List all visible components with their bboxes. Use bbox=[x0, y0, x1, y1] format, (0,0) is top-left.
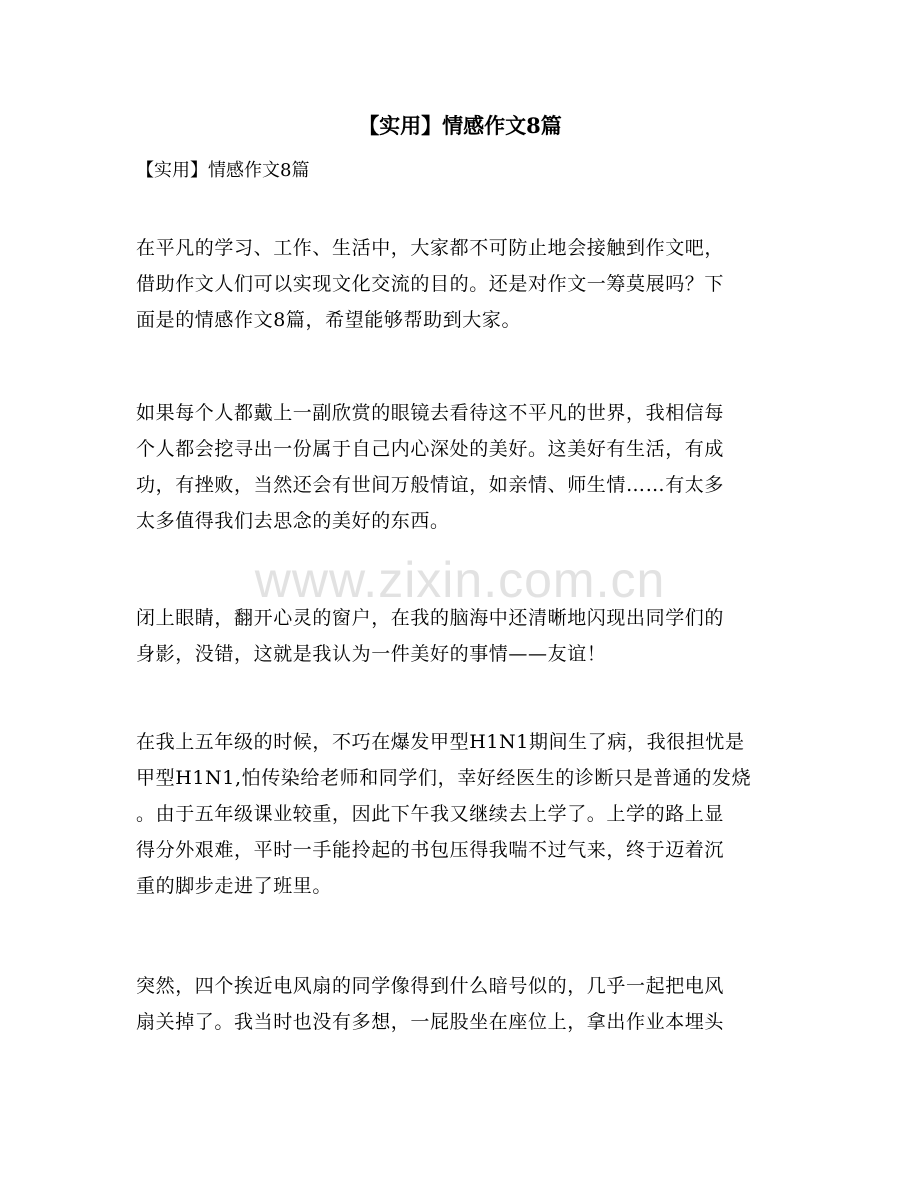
paragraph-line: 借助作文人们可以实现文化交流的目的。还是对作文一筹莫展吗？下 bbox=[136, 273, 725, 295]
paragraph-line: 身影，没错，这就是我认为一件美好的事情——友谊！ bbox=[136, 643, 607, 665]
paragraph-line: 。由于五年级课业较重，因此下午我又继续去上学了。上学的路上显 bbox=[136, 803, 725, 825]
paragraph-line: 得分外艰难，平时一手能拎起的书包压得我喘不过气来，终于迈着沉 bbox=[136, 839, 725, 861]
paragraph-line: 突然，四个挨近电风扇的同学像得到什么暗号似的，几乎一起把电风 bbox=[136, 975, 725, 997]
paragraph-line: 面是的情感作文8篇，希望能够帮助到大家。 bbox=[136, 309, 522, 331]
watermark: www.zixin.com.cn bbox=[254, 552, 666, 608]
paragraph-line: 甲型H1N1,怕传染给老师和同学们，幸好经医生的诊断只是普通的发烧 bbox=[136, 767, 752, 789]
paragraph-beauty bbox=[136, 395, 784, 539]
paragraph-line: 在平凡的学习、工作、生活中，大家都不可防止地会接触到作文吧， bbox=[136, 237, 725, 259]
paragraph-fan bbox=[136, 968, 784, 1040]
document-title: 【实用】情感作文8篇 bbox=[358, 113, 562, 138]
paragraph-line: 如果每个人都戴上一副欣赏的眼镜去看待这不平凡的世界，我相信每 bbox=[136, 402, 725, 424]
paragraph-line: 扇关掉了。我当时也没有多想，一屁股坐在座位上，拿出作业本埋头 bbox=[136, 1011, 725, 1033]
paragraph-friendship bbox=[136, 600, 784, 672]
paragraph-line: 闭上眼睛，翻开心灵的窗户，在我的脑海中还清晰地闪现出同学们的 bbox=[136, 607, 725, 629]
paragraph-line: 在我上五年级的时候，不巧在爆发甲型H1N1期间生了病，我很担忧是 bbox=[136, 731, 745, 753]
paragraph-line: 个人都会挖寻出一份属于自己内心深处的美好。这美好有生活，有成 bbox=[136, 438, 725, 460]
paragraph-line: 功，有挫败，当然还会有世间万般情谊，如亲情、师生情……有太多 bbox=[136, 474, 725, 496]
paragraph-line: 重的脚步走进了班里。 bbox=[136, 875, 333, 897]
paragraph-fifth-grade bbox=[136, 724, 784, 904]
document-subtitle: 【实用】情感作文8篇 bbox=[136, 160, 310, 181]
paragraph-intro bbox=[136, 230, 784, 338]
paragraph-line: 太多值得我们去思念的美好的东西。 bbox=[136, 510, 450, 532]
